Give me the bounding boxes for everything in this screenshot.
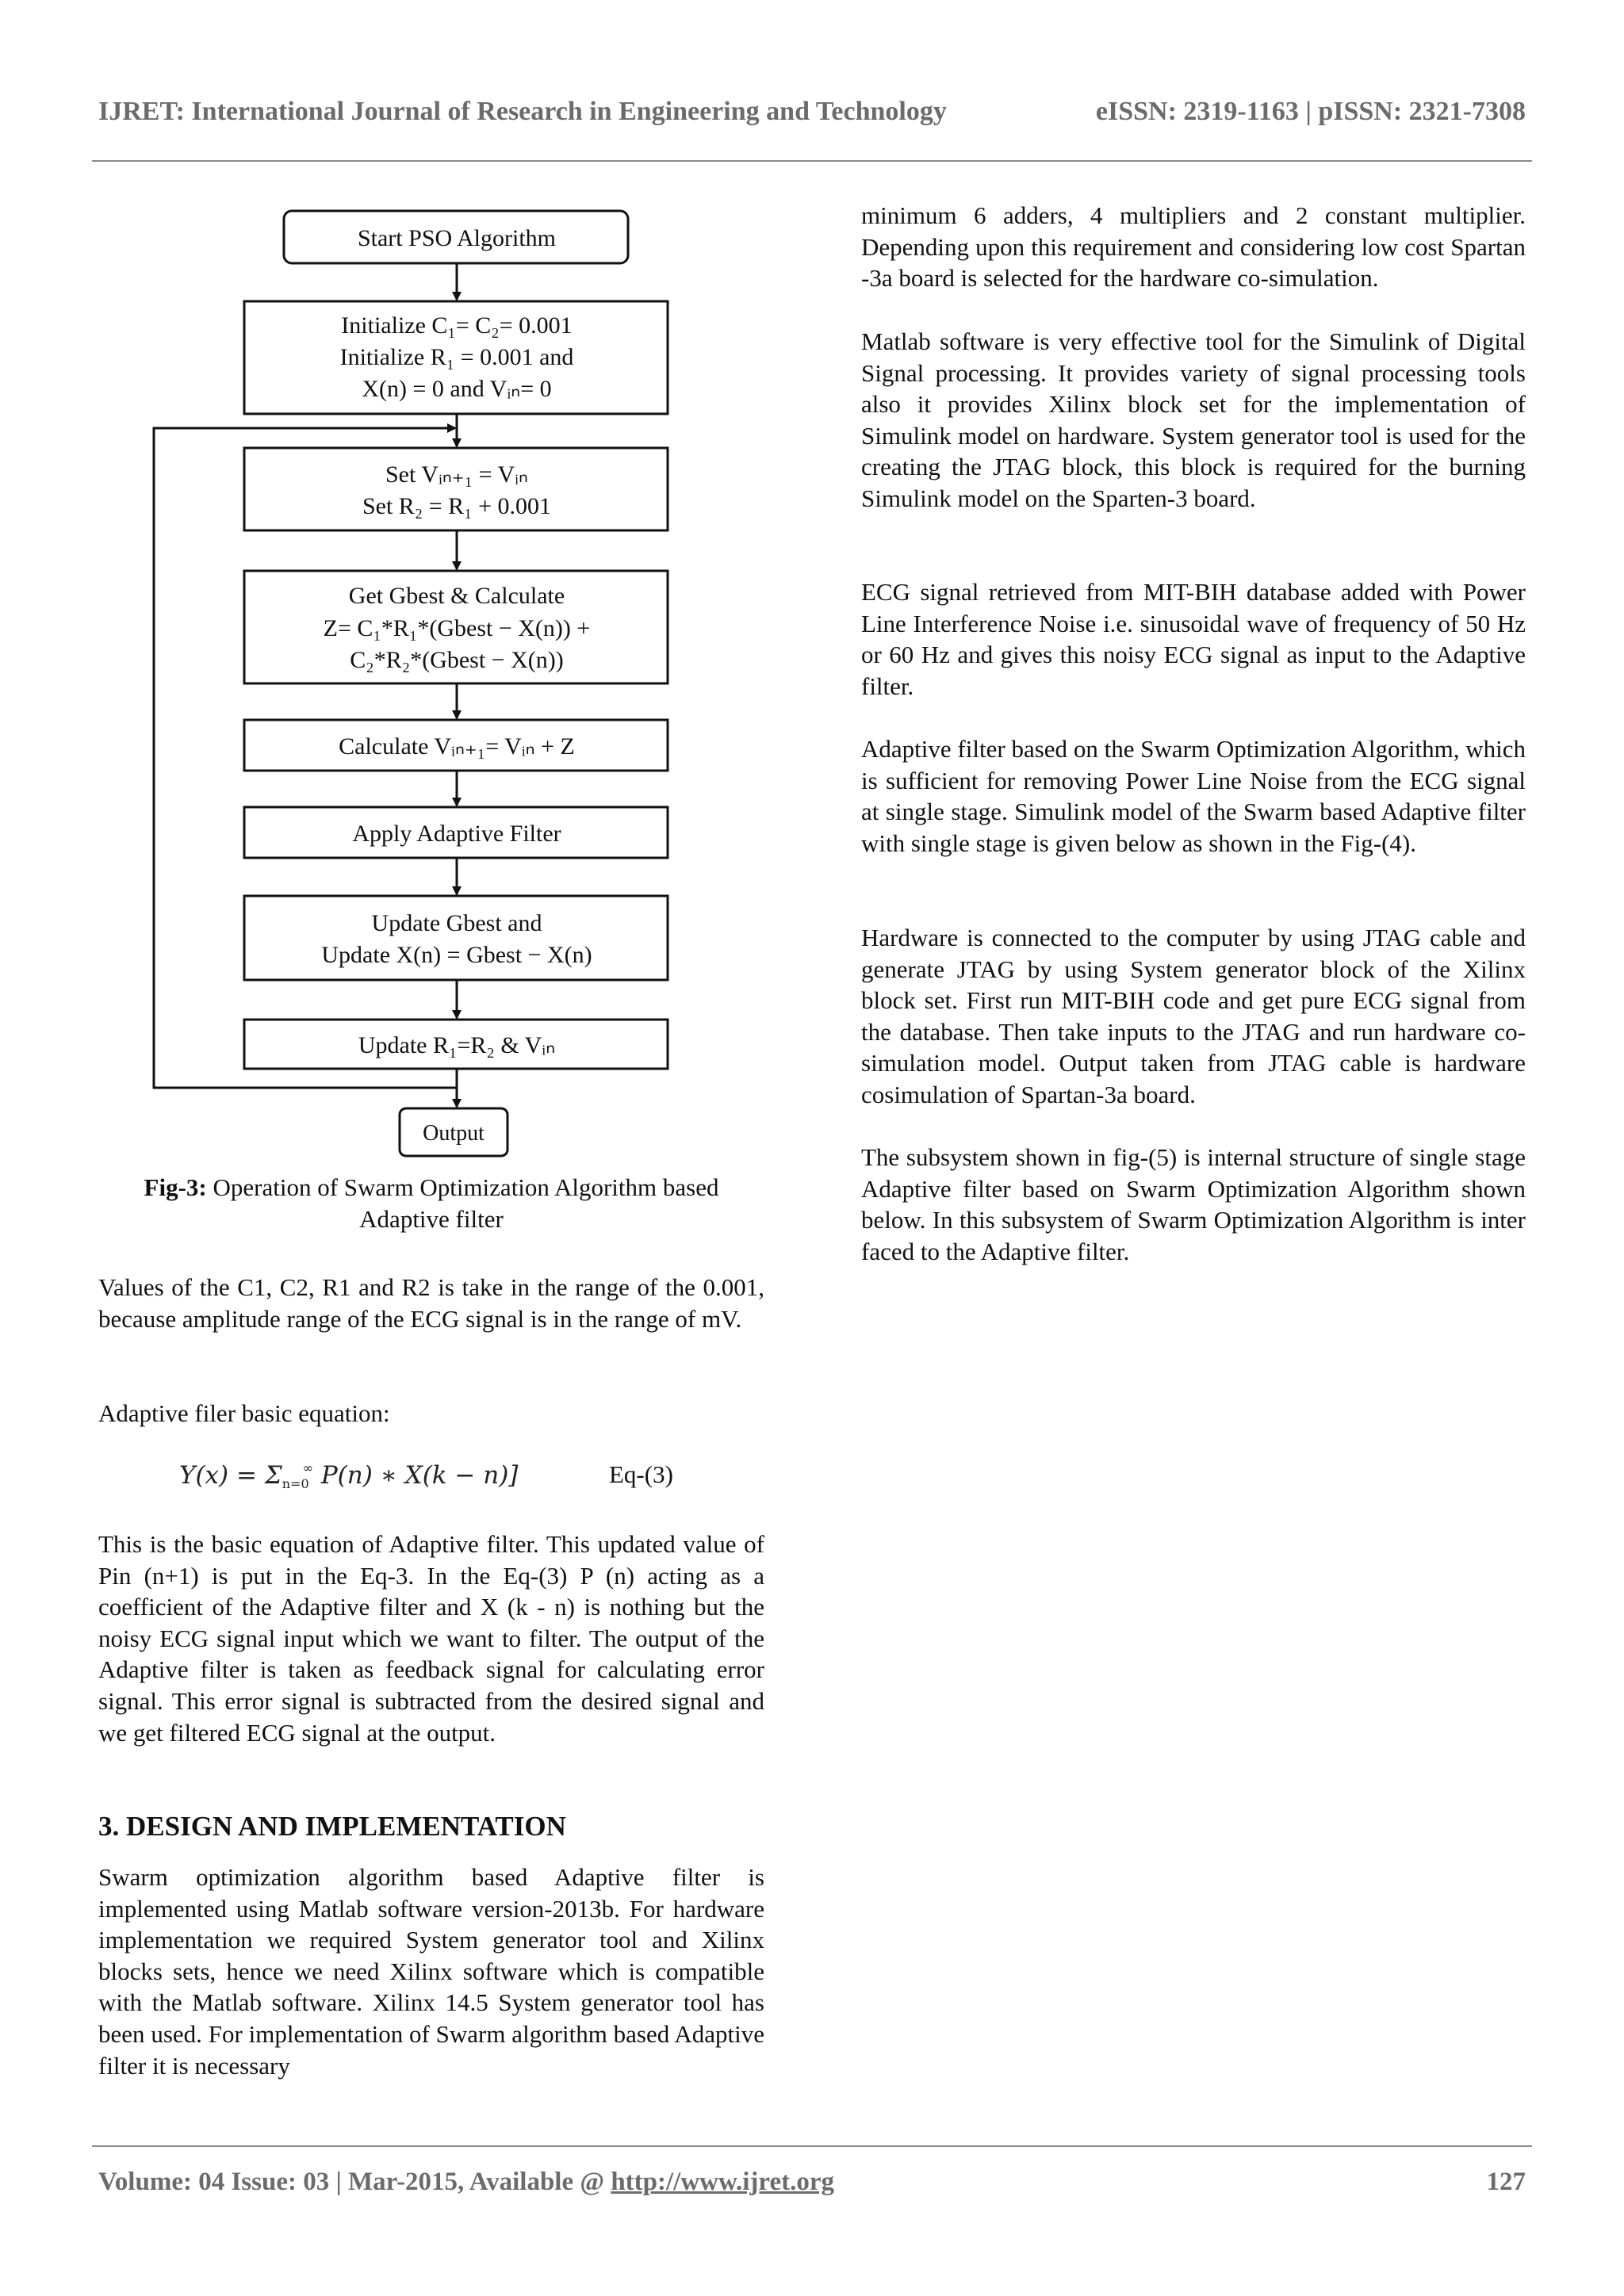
left-para-3-wrap (98, 1529, 764, 1748)
flow-upd2-text: Update X(n) = Gbest − X(n) (321, 942, 592, 968)
right-para-4-wrap (861, 733, 1526, 859)
header-rule (92, 160, 1532, 162)
flow-set1-text: Set Vᵢₙ₊₁ = Vᵢₙ (385, 461, 529, 488)
figure-caption (98, 1172, 764, 1235)
pso-flowchart (143, 198, 698, 1165)
issn: eISSN: 2319-1163 | pISSN: 2321-7308 (1095, 97, 1526, 126)
flow-init1-text: Initialize C₁= C₂= 0.001 (341, 312, 573, 339)
equation-label: Eq-(3) (609, 1460, 673, 1488)
caption-line2: Adaptive filter (359, 1205, 504, 1233)
flow-init3-text: X(n) = 0 and Vᵢₙ= 0 (362, 376, 552, 402)
left-para-2-wrap (98, 1398, 764, 1429)
left-para-1: Values of the C1, C2, R1 and R2 is take in the range of the 0.001, because amplitude range of the ECG signal is in the range of mV. (98, 1273, 764, 1333)
page-header (98, 97, 1526, 136)
caption-label: Fig-3: (144, 1173, 207, 1201)
right-para-3: ECG signal retrieved from MIT-BIH database added with Power Line Interference Noise i.e. sinusoidal wave of frequency of 50 Hz or 60 Hz and gives this noisy ECG signal as input to the Adaptive filter. (861, 578, 1526, 700)
right-para-3-wrap (861, 576, 1526, 702)
page-footer (98, 2168, 1526, 2197)
flow-output-text: Output (423, 1121, 485, 1146)
equation-3 (179, 1460, 766, 1500)
footer-rule (92, 2145, 1532, 2147)
flow-upd1-text: Update Gbest and (371, 910, 542, 936)
footer-link[interactable]: http://www.ijret.org (611, 2168, 834, 2196)
footer-volume: Volume: 04 Issue: 03 | Mar-2015, Available @ (98, 2168, 611, 2196)
left-para-4-wrap (98, 1862, 764, 2081)
right-para-6-wrap (861, 1142, 1526, 1267)
flow-updR-text: Update R₁=R₂ & Vᵢₙ (358, 1032, 556, 1058)
flow-get2-text: Z= C₁*R₁*(Gbest − X(n)) + (323, 615, 591, 641)
right-para-6: The subsystem shown in fig-(5) is internal structure of single stage Adaptive filter based on Swarm Optimization Algorithm shown below. In this subsystem of Swarm Optimization Algorithm is inter faced to the Adaptive filter. (861, 1143, 1526, 1265)
right-para-1: minimum 6 adders, 4 multipliers and 2 constant multiplier. Depending upon this requirement and considering low cost Spartan -3a board is selected for the hardware co-simulation. (861, 201, 1526, 293)
right-para-2: Matlab software is very effective tool for the Simulink of Digital Signal processing. It provides variety of signal processing tools also it provides Xilinx block set for the implementation of Simulink model on hardware. System generator tool is used for the creating the JTAG block, this block is required for the burning Simulink model on the Sparten-3 board. (861, 327, 1526, 512)
right-para-5: Hardware is connected to the computer by using JTAG cable and generate JTAG by using System generator block of the Xilinx block set. First run MIT-BIH code and get pure ECG signal from the database. Then take inputs to the JTAG and run hardware co-simulation model. Output taken from JTAG cable is hardware cosimulation of Spartan-3a board. (861, 924, 1526, 1108)
right-para-5-wrap (861, 922, 1526, 1111)
flow-start-text: Start PSO Algorithm (357, 225, 557, 251)
flow-calc-text: Calculate Vᵢₙ₊₁= Vᵢₙ + Z (339, 733, 575, 760)
flow-apply-text: Apply Adaptive Filter (352, 821, 561, 847)
flow-set2-text: Set R₂ = R₁ + 0.001 (362, 493, 552, 519)
left-para-2: Adaptive filer basic equation: (98, 1399, 390, 1427)
section-heading: 3. DESIGN AND IMPLEMENTATION (98, 1811, 566, 1842)
right-para-2-wrap (861, 326, 1526, 515)
page-number: 127 (1486, 2168, 1526, 2196)
flow-get1-text: Get Gbest & Calculate (348, 583, 565, 609)
left-para-1-wrap (98, 1272, 764, 1334)
left-para-4: Swarm optimization algorithm based Adaptive filter is implemented using Matlab software version-2013b. For hardware implementation we required System generator tool and Xilinx blocks sets, hence we need Xilinx software which is compatible with the Matlab software. Xilinx 14.5 System generator tool has been used. For implementation of Swarm algorithm based Adaptive filter it is necessary (98, 1863, 764, 2080)
right-para-1-wrap (861, 200, 1526, 294)
left-para-3: This is the basic equation of Adaptive filter. This updated value of Pin (n+1) is put in the Eq-3. In the Eq-(3) P (n) acting as a coefficient of the Adaptive filter and X (k - n) is nothing but the noisy ECG signal input which we want to filter. The output of the Adaptive filter is taken as feedback signal for calculating error signal. This error signal is subtracted from the desired signal and we get filtered ECG signal at the output. (98, 1530, 764, 1747)
equation-formula: $Y(x) = \Sigma_{n=0}^\infty$ P(n) ∗ X(k − n)] (179, 1460, 519, 1491)
flow-get3-text: C₂*R₂*(Gbest − X(n)) (350, 647, 564, 673)
journal-title: IJRET: International Journal of Research in Engineering and Technology (98, 97, 947, 126)
flow-init2-text: Initialize R₁ = 0.001 and (339, 344, 574, 370)
right-para-4: Adaptive filter based on the Swarm Optimization Algorithm, which is sufficient for removing Power Line Noise from the ECG signal at single stage. Simulink model of the Swarm based Adaptive filter with single stage is given below as shown in the Fig-(4). (861, 735, 1526, 857)
caption-line1: Operation of Swarm Optimization Algorithm based (206, 1173, 719, 1201)
